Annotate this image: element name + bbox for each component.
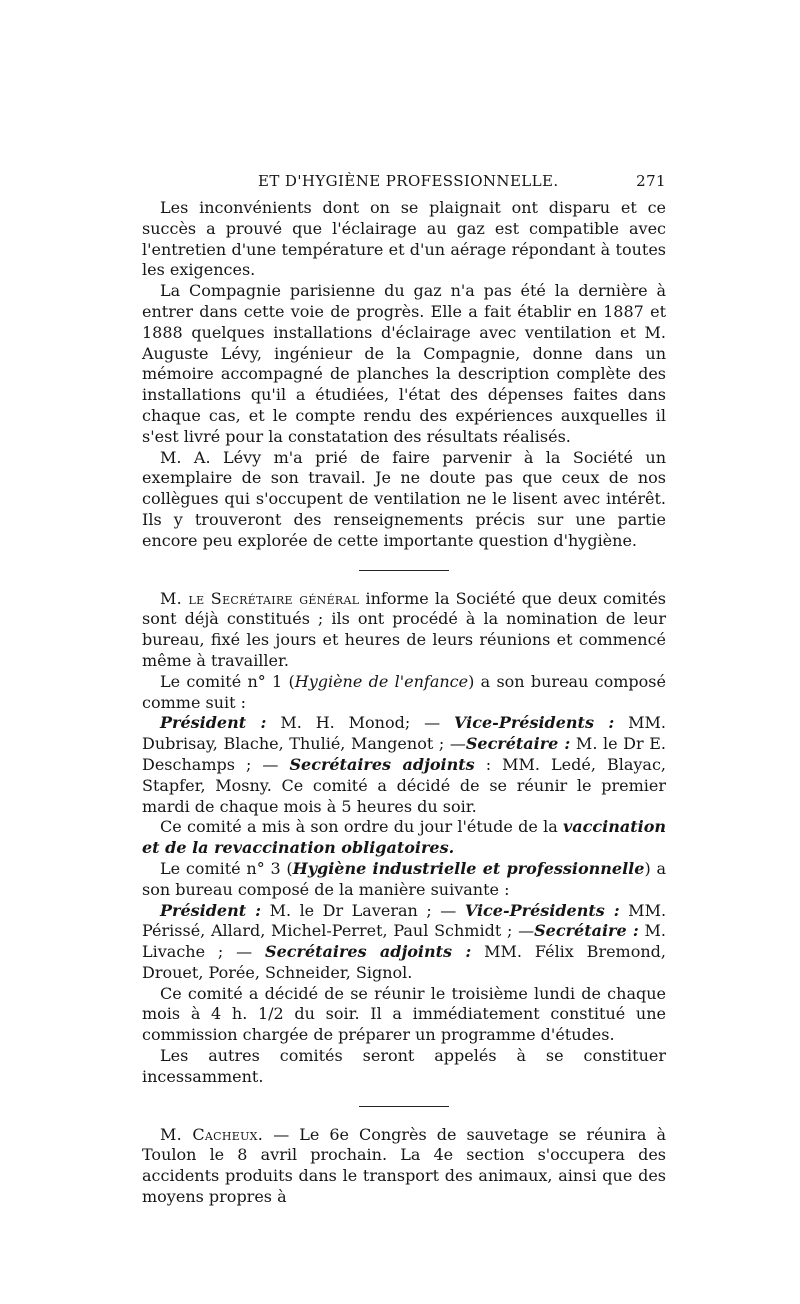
emphasis: vaccination et de la revaccination obligatoires. [142, 817, 666, 858]
paragraph: M. A. Lévy m'a prié de faire parvenir à la Société un exemplaire de son travail. Je ne doute pas que ceux de nos collègues qui s'occupent de ventilation ne le lisent avec intérêt. Ils y trouveront des renseignements précis sur une partie encore peu explorée de cette importante question d'hygiène. [142, 447, 666, 550]
committee-name: Hygiène industrielle et professionnelle [292, 858, 645, 878]
role-title: Secrétaire : [534, 921, 639, 941]
running-title: ET D'HYGIÈNE PROFESSIONNELLE. [258, 172, 559, 190]
paragraph: Les autres comités seront appelés à se constituer incessamment. [142, 1046, 666, 1086]
role-title: Secrétaires adjoints [289, 754, 475, 774]
section-divider [359, 1106, 449, 1107]
role-title: Président : [160, 713, 267, 733]
role-title: Président : [160, 900, 262, 920]
section-divider [359, 570, 449, 571]
paragraph: Président : M. le Dr Laveran ; — Vice-Présidents : MM. Périssé, Allard, Michel-Perret, Paul Schmidt ; —Secrétaire : M. Livache ; — Secrétaires adjoints : MM. Félix Bremond, Drouet, Porée, Schneider, Signol. [142, 900, 667, 982]
running-header [142, 172, 666, 190]
paragraph: Ce comité a mis à son ordre du jour l'étude de la vaccination et de la revaccination obligatoires. [142, 817, 666, 858]
paragraph: M. le Secrétaire général informe la Société que deux comités sont déjà constitués ; ils ont procédé à la nomination de leur bureau, fixé les jours et heures de leurs réunions et commencé même à travailler. [142, 588, 666, 670]
role-title: Secrétaire : [465, 734, 571, 754]
paragraph: M. Cacheux. — Le 6e Congrès de sauvetage se réunira à Toulon le 8 avril prochain. La 4e section s'occupera des accidents produits dans le transport des animaux, ainsi que des moyens propres à [142, 1124, 666, 1207]
role-title: Secrétaires adjoints : [265, 942, 472, 962]
committee-name: Hygiène de l'enfance [294, 671, 469, 691]
paragraph: Le comité n° 1 (Hygiène de l'enfance) a son bureau composé comme suit : [142, 671, 666, 712]
document-page [142, 172, 666, 1208]
paragraph: Ce comité a décidé de se réunir le troisième lundi de chaque mois à 4 h. 1/2 du soir. Il a immédiatement constitué une commission chargée de préparer un programme d'études. [142, 983, 666, 1045]
paragraph: La Compagnie parisienne du gaz n'a pas été la dernière à entrer dans cette voie de progrès. Elle a fait établir en 1887 et 1888 quelques installations d'éclairage avec ventilation et M. Auguste Lévy, ingénieur de la Compagnie, donne dans un mémoire accompagné de planches la description complète des installations qu'il a étudiées, l'état des dépenses faites dans chaque cas, et le compte rendu des expériences auxquelles il s'est livré pour la constatation des résultats réalisés. [142, 281, 666, 446]
role-title: Vice-Présidents : [454, 713, 615, 733]
speaker-name: M. le Secrétaire général [160, 588, 360, 608]
role-title: Vice-Présidents : [464, 900, 620, 920]
paragraph: Président : M. H. Monod; — Vice-Présidents : MM. Dubrisay, Blache, Thulié, Mangenot ; —Secrétaire : M. le Dr E. Deschamps ; — Secrétaires adjoints : MM. Ledé, Blayac, Stapfer, Mosny. Ce comité a décidé de se réunir le premier mardi de chaque mois à 5 heures du soir. [142, 713, 667, 816]
paragraph: Le comité n° 3 (Hygiène industrielle et professionnelle) a son bureau composé de la manière suivante : [142, 858, 666, 899]
paragraph: Les inconvénients dont on se plaignait ont disparu et ce succès a prouvé que l'éclairage au gaz est compatible avec l'entretien d'une température et d'un aérage répondant à toutes les exigences. [142, 198, 666, 280]
page-number: 271 [636, 172, 666, 190]
speaker-name: M. Cacheux. [160, 1124, 264, 1144]
